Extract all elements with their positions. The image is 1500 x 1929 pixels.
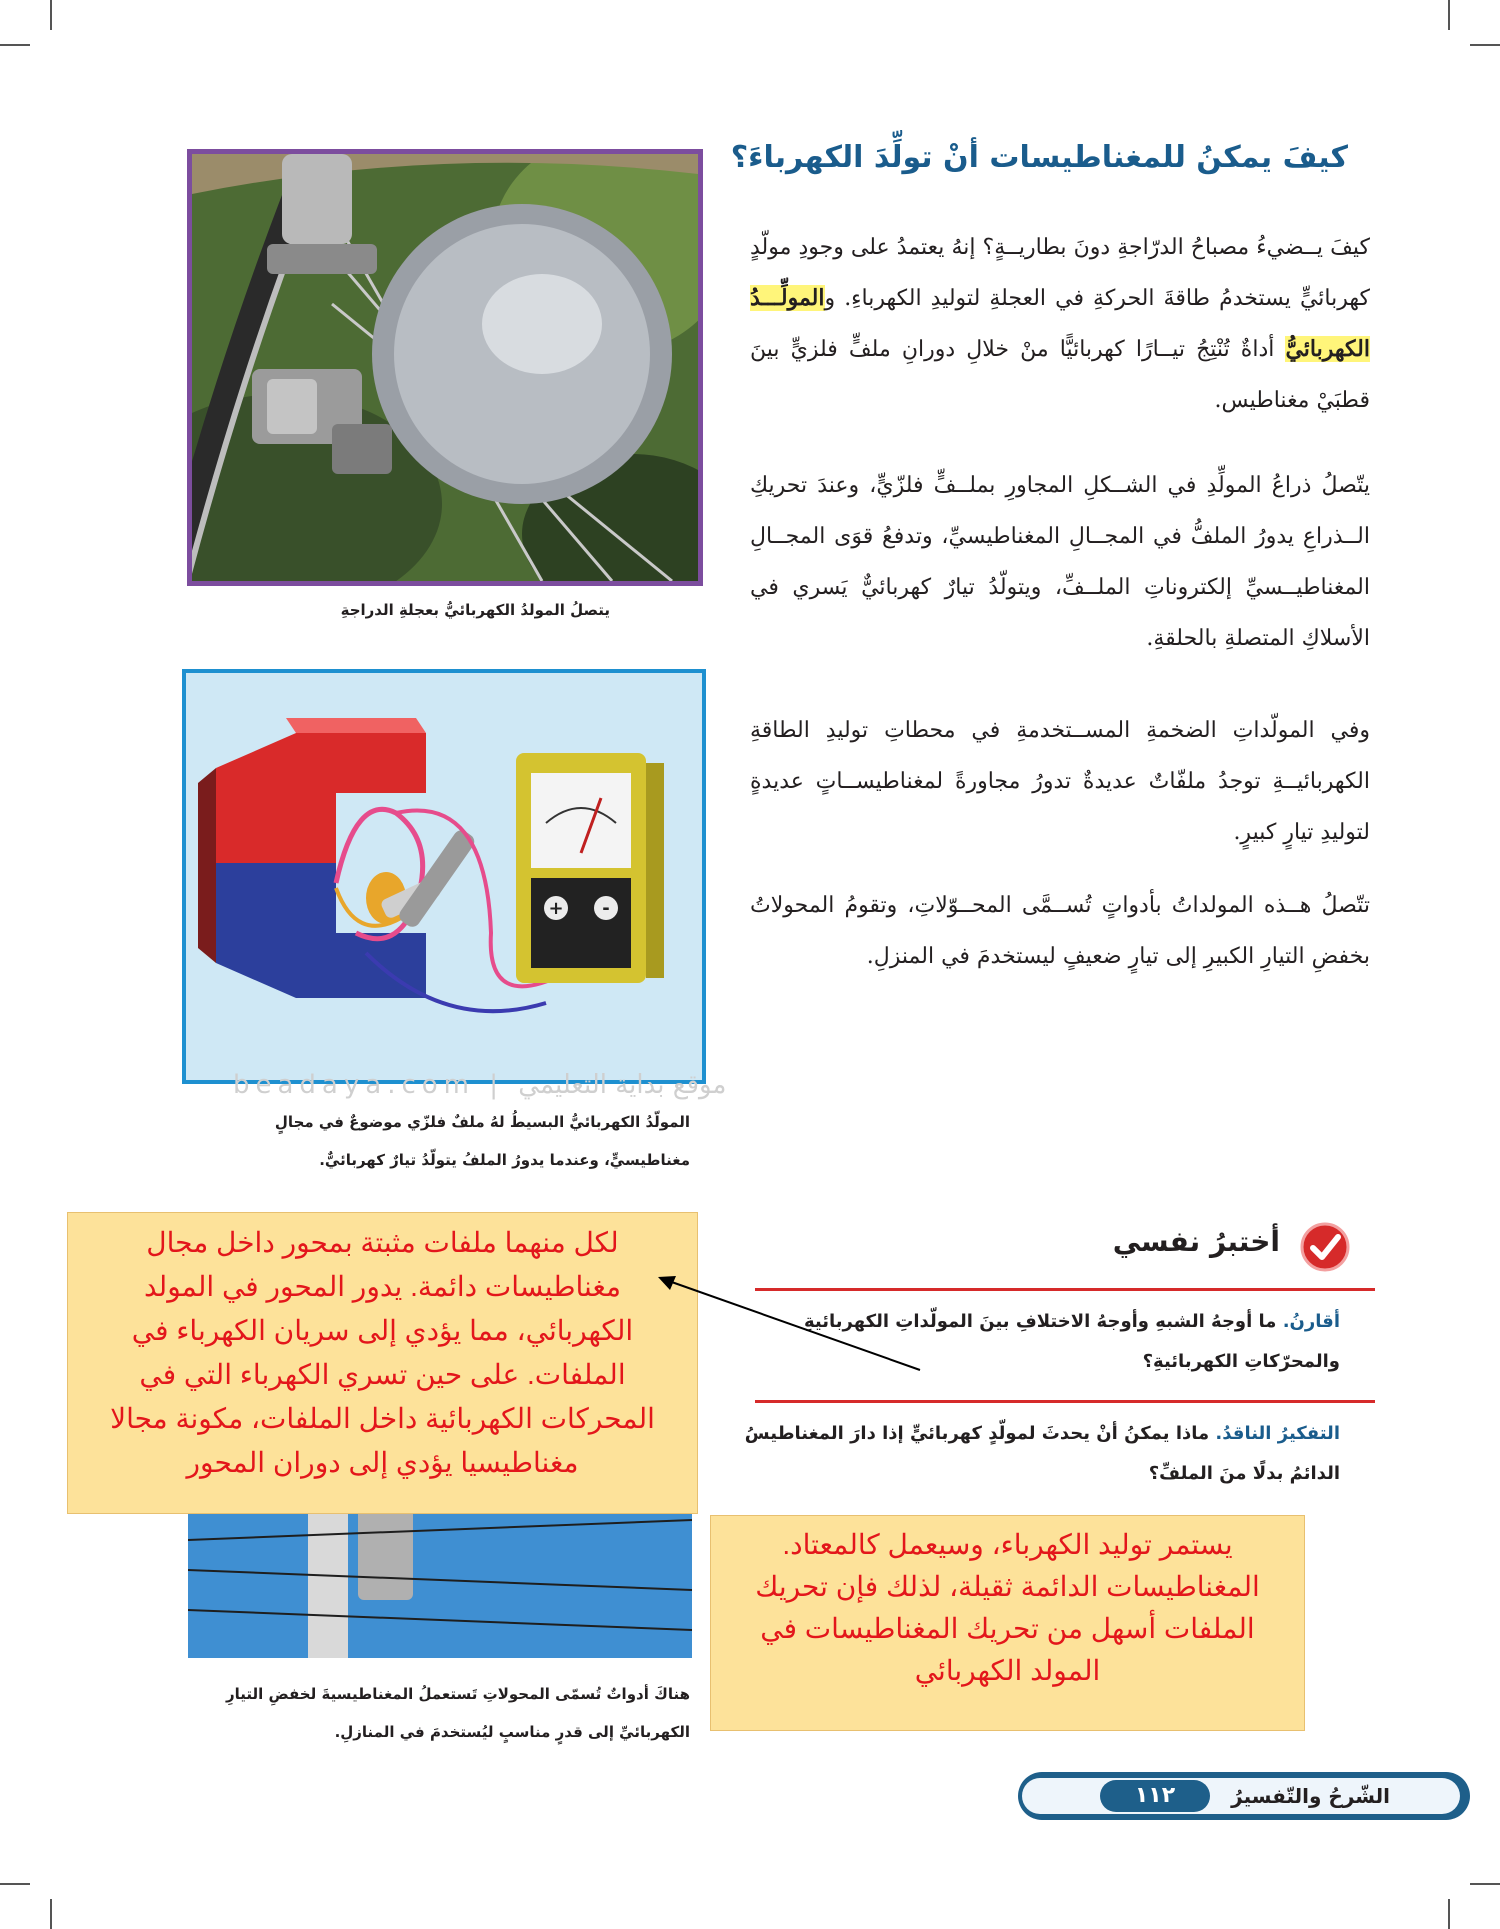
footer-section-label: الشّرحُ والتّفسيرُ <box>1231 1784 1390 1808</box>
paragraph-4: تتّصلُ هــذه المولداتُ بأدواتٍ تُســمَّى المحــوّلاتِ، وتقومُ المحولاتُ بخفضِ التيارِ الكبيرِ إلى تيارٍ ضعيفٍ ليستخدمَ في المنزلِ. <box>750 893 1370 969</box>
paragraph-1-after: أداةٌ تُنْتِجُ تيــارًا كهربائيًّا منْ خلالِ دورانِ ملفٍّ فلزيٍّ بينَ قطبَيْ مغناطيس. <box>750 337 1370 413</box>
crop-mark <box>1448 0 1450 30</box>
arrow-connector <box>650 1260 930 1380</box>
question-critical-label: التفكيرُ الناقدُ. <box>1215 1423 1340 1444</box>
generator-illustration <box>186 673 702 1080</box>
page-number: ١١٢ <box>1100 1780 1210 1812</box>
crop-mark <box>0 1883 30 1885</box>
generator-term-highlight: المولِّـــدُ الكهربائيُّ <box>750 285 1370 362</box>
answer-box-critical: يستمر توليد الكهرباء، وسيعمل كالمعتاد. المغناطيسات الدائمة ثقيلة، لذلك فإن تحريك الملفات أسهل من تحريك المغناطيسات في المولد الكهربائي <box>710 1515 1305 1731</box>
paragraph-1 <box>750 222 1370 426</box>
crop-mark <box>0 44 30 46</box>
paragraph-2: يتّصلُ ذراعُ المولِّدِ في الشــكلِ المجاورِ بملــفٍّ فلزّيٍّ، وعندَ تحريكِ الــذراعِ يدورُ الملفُّ في المجــالِ المغناطيسيِّ، وتدفعُ قوَى المجــالِ المغناطيــسيِّ إلكتروناتِ الملــفِّ، ويتولّدُ تيارٌ كهربائيٌّ يَسري في الأسلاكِ المتصلةِ بالحلقةِ. <box>750 473 1370 651</box>
paragraph-1-before: كيفَ يــضيءُ مصباحُ الدرّاجةِ دونَ بطاريــةٍ؟ إنهُ يعتمدُ على وجودِ مولّدٍ كهربائيٍّ يستخدمُ طاقةَ الحركةِ في العجلةِ لتوليدِ الكهرباءِ. و <box>750 235 1370 311</box>
question-compare-label: أقارنُ. <box>1282 1311 1340 1332</box>
transformer-caption-line-2: الكهربائيِّ إلى قدرٍ مناسبٍ ليُستخدمَ في المنازلِ. <box>334 1723 690 1741</box>
crop-mark <box>1470 44 1500 46</box>
bicycle-dynamo-caption: يتصلُ المولدُ الكهربائيُّ بعجلةِ الدراجةِ <box>340 601 610 619</box>
crop-mark <box>1448 1899 1450 1929</box>
question-critical-thinking <box>740 1414 1340 1494</box>
crop-mark <box>1470 1883 1500 1885</box>
section-heading: كيفَ يمكنُ للمغناطيسات أنْ تولِّدَ الكهرباءَ؟ <box>730 140 1348 175</box>
transformer-caption-line-1: هناكَ أدواتٌ تُسمّى المحولاتِ تَستعملُ المغناطيسيةَ لخفضِ التيارِ <box>226 1685 690 1703</box>
answer-box-compare: لكل منهما ملفات مثبتة بمحور داخل مجال مغناطيسات دائمة. يدور المحور في المولد الكهربائي، مما يؤدي إلى سريان الكهرباء في الملفات. على حين تسري الكهرباء التي في المحركات الكهربائية داخل الملفات، مكونة مجالا مغناطيسيا يؤدي إلى دوران المحور <box>67 1212 698 1514</box>
meter-plus-label: + <box>548 898 564 919</box>
paragraph-3: وفي المولّداتِ الضخمةِ المســتخدمةِ في محطاتِ توليدِ الطاقةِ الكهربائيــةِ توجدُ ملفّاتٌ عديدةٌ تدورُ مجاورةً لمغناطيســاتٍ عديدةٍ لتوليدِ تيارٍ كبيرٍ. <box>750 718 1370 845</box>
generator-caption-line-2: مغناطيسيٍّ، وعندما يدورُ الملفُ يتولّدُ تيارٌ كهربائيٌّ. <box>319 1151 690 1169</box>
meter-minus-label: - <box>602 898 610 919</box>
question-critical-text: ماذا يمكنُ أنْ يحدثَ لمولّدٍ كهربائيٍّ إذا دارَ المغناطيسُ الدائمُ بدلًا منَ الملفِّ؟ <box>744 1423 1340 1484</box>
divider-line <box>755 1400 1375 1403</box>
simple-generator-diagram <box>182 669 706 1084</box>
bicycle-dynamo-photo <box>187 149 703 586</box>
check-icon <box>1300 1222 1350 1272</box>
crop-mark <box>50 0 52 30</box>
crop-mark <box>50 1899 52 1929</box>
question-compare-text: ما أوجهُ الشبهِ وأوجهُ الاختلافِ بينَ المولّداتِ الكهربائيةِ والمحرّكاتِ الكهربائيةِ؟ <box>804 1311 1340 1372</box>
bicycle-dynamo-illustration <box>192 154 698 581</box>
self-check-title: أختبرُ نفسي <box>1112 1225 1280 1258</box>
watermark: beadaya.com | موقع بداية التعليمي <box>233 1070 727 1100</box>
generator-caption-line-1: المولّدُ الكهربائيُّ البسيطُ لهُ ملفٌ فلزّي موضوعٌ في مجالٍ <box>274 1113 690 1131</box>
